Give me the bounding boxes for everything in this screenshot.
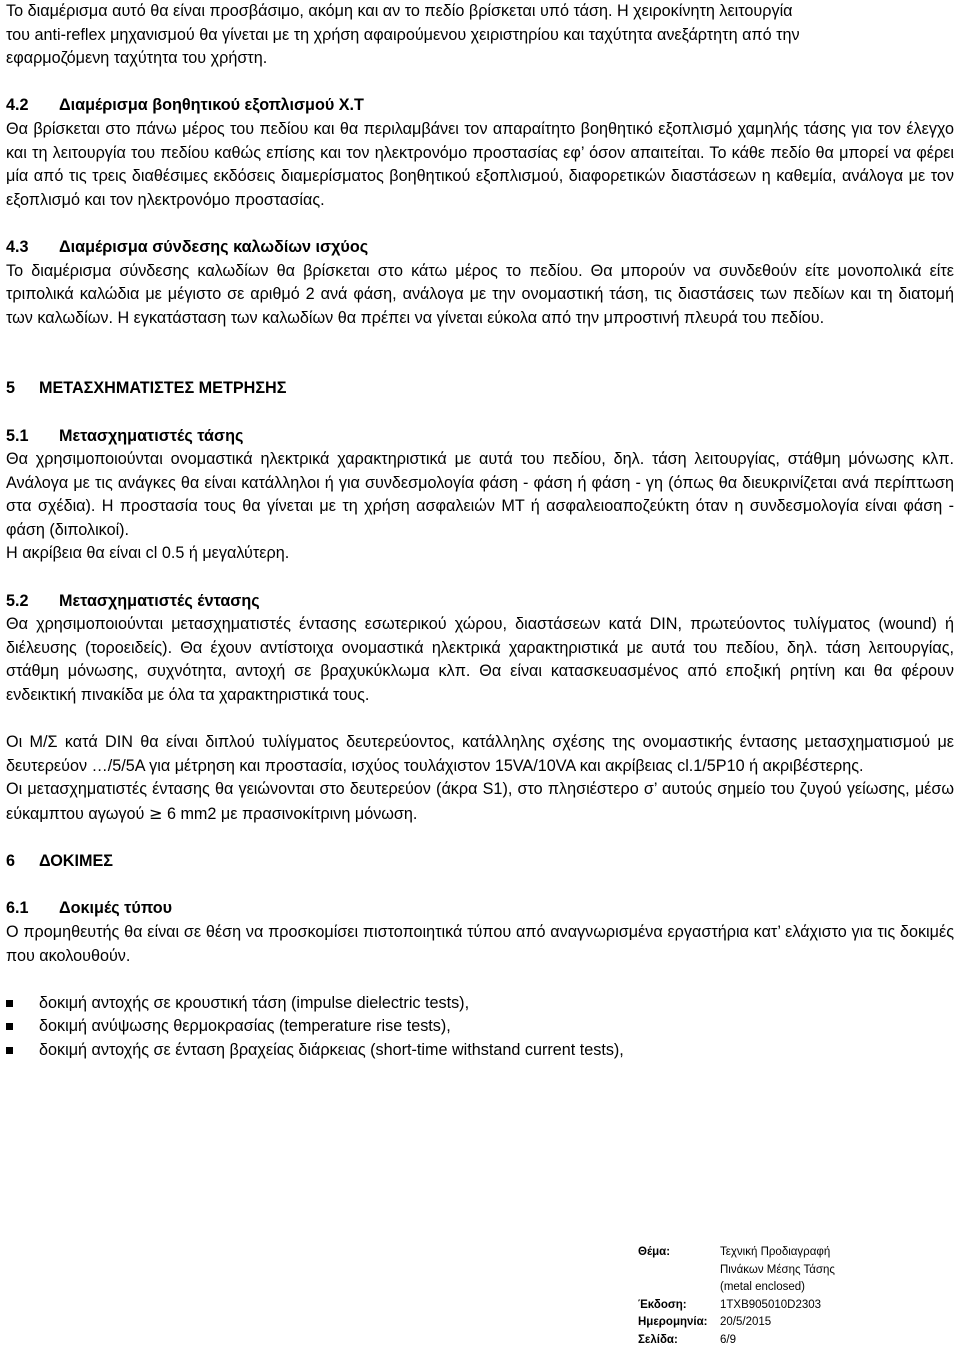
section-4-3-body: Το διαμέρισμα σύνδεσης καλωδίων θα βρίσκεται στο κάτω μέρος το πεδίου. Θα μπορούν να συνδεθούν είτε μονοπολικά είτε τριπολικά καλώδια με μέγιστο σε αριθμό 2 ανά φάση, ανάλογα με την ονομαστική τάση, τις διαστάσεις των πεδίων και τη διατομή των καλωδίων. Η εγκατάσταση των καλωδίων θα πρέπει να γίνεται εύκολα από την μπροστινή πλευρά του πεδίου. bbox=[6, 261, 954, 327]
list-item: δοκιμή ανύψωσης θερμοκρασίας (temperature rise tests), bbox=[6, 1015, 954, 1039]
section-5-heading bbox=[6, 377, 954, 401]
edition-label: Έκδοση: bbox=[638, 1298, 687, 1311]
edition-value: 1TXB905010D2303 bbox=[720, 1298, 822, 1311]
document-footer bbox=[638, 1244, 835, 1350]
list-item: δοκιμή αντοχής σε κρουστική τάση (impulse dielectric tests), bbox=[6, 992, 954, 1016]
section-4-3-heading bbox=[6, 236, 954, 260]
section-title: Μετασχηματιστές τάσης bbox=[59, 426, 244, 445]
section-4-2-body: Θα βρίσκεται στο πάνω μέρος του πεδίου και θα περιλαμβάνει τον απαραίτητο βοηθητικό εξοπλισμό χαμηλής τάσης για τον έλεγχο και τη λειτουργία του πεδίου καθώς επίσης και τον ηλεκτρονόμο προστασίας εφ’ όσον απαιτείται. Το κάθε πεδίο θα μπορεί να φέρει μία από τις τρεις διαθέσιμες εκδόσεις διαμερίσματος βοηθητικού εξοπλισμού, διαφορετικών διαστάσεων η καθεμία, ανάλογα με τον εξοπλισμό και τον ηλεκτρονόμο προστασίας. bbox=[6, 119, 954, 209]
section-title: Διαμέρισμα σύνδεσης καλωδίων ισχύος bbox=[59, 237, 369, 256]
section-5-2-heading bbox=[6, 590, 954, 614]
intro-line-2: του anti-reflex μηχανισμού θα γίνεται με τη χρήση αφαιρούμενου χειριστηρίου και ταχύτητα ανεξάρτητη από την bbox=[6, 25, 800, 44]
type-tests-list bbox=[6, 992, 954, 1063]
section-title: Μετασχηματιστές έντασης bbox=[59, 591, 260, 610]
section-6-heading bbox=[6, 850, 954, 874]
section-title: ΔΟΚΙΜΕΣ bbox=[39, 852, 113, 871]
subject-value-2: Πινάκων Μέσης Τάσης bbox=[720, 1263, 835, 1276]
section-title: Διαμέρισμα βοηθητικού εξοπλισμού Χ.Τ bbox=[59, 96, 364, 115]
list-item: δοκιμή αντοχής σε ένταση βραχείας διάρκειας (short-time withstand current tests), bbox=[6, 1039, 954, 1063]
intro-line-1: Το διαμέρισμα αυτό θα είναι προσβάσιμο, ακόμη και αν το πεδίο βρίσκεται υπό τάση. Η χειροκίνητη λειτουργία bbox=[6, 2, 793, 20]
section-number: 5.2 bbox=[6, 591, 29, 610]
document-page bbox=[6, 0, 954, 1063]
section-4-2-heading bbox=[6, 94, 954, 118]
subject-value-1: Τεχνική Προδιαγραφή bbox=[720, 1246, 831, 1258]
section-5-1-heading bbox=[6, 425, 954, 449]
page-label: Σελίδα: bbox=[638, 1333, 678, 1346]
section-number: 5 bbox=[6, 379, 16, 398]
section-number: 5.1 bbox=[6, 426, 29, 445]
section-6-1-heading bbox=[6, 897, 954, 921]
date-value: 20/5/2015 bbox=[720, 1316, 772, 1329]
page-number: 6/9 bbox=[720, 1333, 736, 1346]
subject-label: Θέμα: bbox=[638, 1246, 671, 1258]
section-5-1-accuracy: Η ακρίβεια θα είναι cl 0.5 ή μεγαλύτερη. bbox=[6, 544, 290, 563]
section-number: 4.2 bbox=[6, 96, 29, 115]
intro-line-3: εφαρμοζόμενη ταχύτητα του χρήστη. bbox=[6, 49, 268, 68]
subject-value-3: (metal enclosed) bbox=[720, 1281, 806, 1294]
section-title: Δοκιμές τύπου bbox=[59, 899, 173, 918]
section-number: 4.3 bbox=[6, 237, 29, 256]
section-number: 6 bbox=[6, 852, 16, 871]
section-5-2-grounding: Οι μετασχηματιστές έντασης θα γειώνονται στο δευτερεύον (άκρα S1), στο πλησιέστερο σ’ αυτούς σημείο του ζυγού γείωσης, μέσω εύκαμπτου αγωγού ≥ 6 mm2 με πρασινοκίτρινη μόνωση. bbox=[6, 780, 954, 823]
section-5-2-din: Οι Μ/Σ κατά DIN θα είναι διπλού τυλίγματος δευτερεύοντος, κατάλληλης σχέσης της ονομαστικής έντασης μετασχηματισμού με δευτερεύον …/5/5A για μέτρηση και προστασία, ισχύος τουλάχιστον 15VA/10VA και ακρίβειας cl.1/5P10 ή ακριβέστερης. bbox=[6, 733, 954, 775]
section-6-1-body: Ο προμηθευτής θα είναι σε θέση να προσκομίσει πιστοποιητικά τύπου από αναγνωρισμένα εργαστήρια κατ’ ελάχιστο για τις δοκιμές που ακολουθούν. bbox=[6, 922, 954, 965]
section-number: 6.1 bbox=[6, 899, 29, 918]
section-title: ΜΕΤΑΣΧΗΜΑΤΙΣΤΕΣ ΜΕΤΡΗΣΗΣ bbox=[39, 379, 287, 398]
greater-equal-symbol: ≥ bbox=[148, 804, 163, 823]
section-5-2-body: Θα χρησιμοποιούνται μετασχηματιστές έντασης εσωτερικού χώρου, διαστάσεων κατά DIN, πρωτεύοντος τυλίγματος (wound) ή διέλευσης (τοροειδείς). Θα έχουν αντίστοιχα ονομαστικά ηλεκτρικά χαρακτηριστικά με αυτά του πεδίου, δηλ. τάση λειτουργίας, στάθμη μόνωσης, συχνότητα, αντοχή σε βραχυκύκλωμα κλπ. Θα είναι κατασκευασμένος από εποξική ρητίνη και θα φέρουν ενδεικτική πινακίδα με όλα τα χαρακτηριστικά τους. bbox=[6, 615, 954, 705]
date-label: Ημερομηνία: bbox=[638, 1316, 708, 1329]
section-5-1-body: Θα χρησιμοποιούνται ονομαστικά ηλεκτρικά χαρακτηριστικά με αυτά του πεδίου, δηλ. τάση λειτουργίας, στάθμη μόνωσης κλπ. Ανάλογα με τις ανάγκες θα είναι κατάλληλοι ή για συνδεσμολογία φάση - φάση ή φάση - γη (όπως θα διευκρινίζεται ανά περίπτωση στα σχέδια). Η προστασία τους θα γίνεται με τη χρήση ασφαλειών ΜΤ ή ασφαλειοαποζεύκτη όταν η συνδεσμολογία είναι φάση - φάση (διπολικοί). bbox=[6, 450, 954, 539]
